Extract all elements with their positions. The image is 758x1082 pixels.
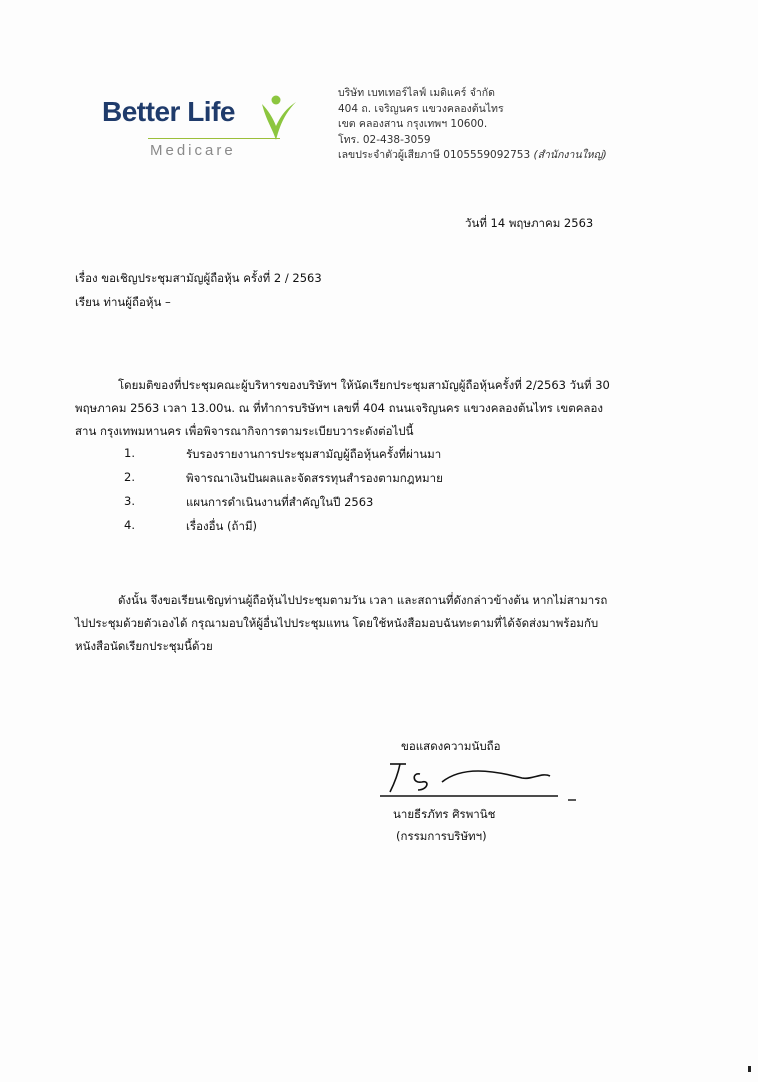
company-tax-id: เลขประจำตัวผู้เสียภาษี 0105559092753	[338, 149, 531, 161]
scan-mark	[748, 1066, 751, 1072]
company-logo	[102, 96, 302, 166]
company-address-line1: 404 ถ. เจริญนคร แขวงคลองต้นไทร	[338, 102, 504, 115]
company-address-line2: เขต คลองสาน กรุงเทพฯ 10600.	[338, 118, 488, 130]
agenda-item: พิจารณาเงินปันผลและจัดสรรทุนสำรองตามกฎหมาย	[186, 471, 443, 485]
logo-subtitle: Medicare	[150, 142, 236, 159]
handwritten-signature	[372, 760, 582, 808]
company-tax-row	[338, 148, 607, 164]
paragraph1-line3: สาน กรุงเทพมหานคร เพื่อพิจารณากิจการตามระเบียบวาระดังต่อไปนี้	[75, 424, 414, 438]
paragraph2-line3: หนังสือนัดเรียกประชุมนี้ด้วย	[75, 639, 213, 653]
agenda-item: เรื่องอื่น (ถ้ามี)	[186, 519, 258, 533]
agenda-item: รับรองรายงานการประชุมสามัญผู้ถือหุ้นครั้งที่ผ่านมา	[186, 447, 442, 461]
paragraph1-line2: พฤษภาคม 2563 เวลา 13.00น. ณ ที่ทำการบริษัทฯ เลขที่ 404 ถนนเจริญนคร แขวงคลองต้นไทร เขตคลอง	[75, 401, 604, 415]
paragraph2-line2: ไปประชุมด้วยตัวเองได้ กรุณามอบให้ผู้อื่นไปประชุมแทน โดยใช้หนังสือมอบฉันทะตามที่ได้จัดส่งมาพร้อมกับ	[75, 616, 599, 630]
closing-salutation: ขอแสดงความนับถือ	[401, 739, 501, 753]
agenda-number: 2.	[124, 470, 135, 484]
paragraph1-line1: โดยมติของที่ประชุมคณะผู้บริหารของบริษัทฯ ให้นัดเรียกประชุมสามัญผู้ถือหุ้นครั้งที่ 2/2563 วันที่ 30	[118, 378, 610, 392]
agenda-item: แผนการดำเนินงานที่สำคัญในปี 2563	[186, 495, 374, 509]
letter-addressee: เรียน ท่านผู้ถือหุ้น –	[75, 295, 171, 309]
letter-subject: เรื่อง ขอเชิญประชุมสามัญผู้ถือหุ้น ครั้งที่ 2 / 2563	[75, 271, 322, 285]
agenda-number: 1.	[124, 446, 135, 460]
company-name: บริษัท เบทเทอร์ไลฟ์ เมดิแคร์ จำกัด	[338, 87, 495, 99]
person-leaf-icon	[258, 94, 298, 142]
company-hq-note: (สำนักงานใหญ่)	[533, 149, 607, 161]
company-address-block	[338, 86, 607, 164]
logo-title: Better Life	[102, 96, 235, 127]
signer-title: (กรรมการบริษัทฯ)	[396, 829, 487, 843]
company-phone: โทร. 02-438-3059	[338, 133, 431, 146]
agenda-number: 4.	[124, 518, 135, 532]
letter-date: วันที่ 14 พฤษภาคม 2563	[465, 216, 594, 230]
paragraph2-line1: ดังนั้น จึงขอเรียนเชิญท่านผู้ถือหุ้นไปประชุมตามวัน เวลา และสถานที่ดังกล่าวข้างต้น หากไม่สามารถ	[118, 593, 608, 607]
signer-name: นายธีรภัทร ศิรพานิช	[393, 807, 496, 821]
agenda-number: 3.	[124, 494, 135, 508]
